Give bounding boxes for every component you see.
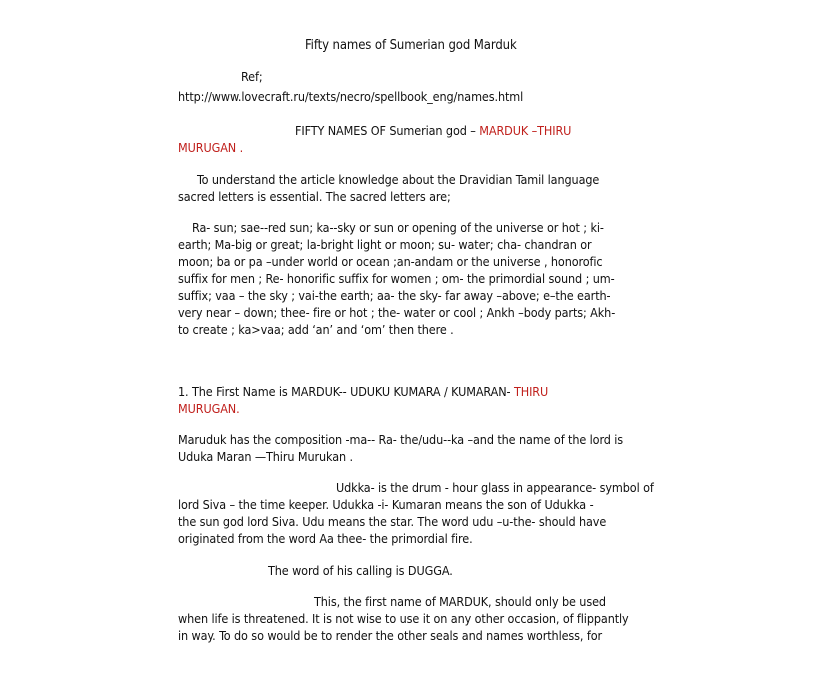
- section1-para2-line-1: Udkka- is the drum - hour glass in appearance- symbol of: [336, 480, 654, 495]
- ref-url[interactable]: http://www.lovecraft.ru/texts/necro/spellbook_eng/names.html: [178, 89, 524, 104]
- section1-para3-line-3: in way. To do so would be to render the other seals and names worthless, for: [178, 628, 603, 643]
- section1-heading-red-1: THIRU: [513, 384, 549, 399]
- section1-para2-line-3: the sun god lord Siva. Udu means the star. The word udu –u-the- should have: [178, 514, 607, 529]
- letters-line-7: to create ; ka>vaa; add ‘an’ and ‘om’ then there .: [178, 322, 454, 337]
- section1-calling: The word of his calling is DUGGA.: [268, 563, 453, 578]
- section1-para2-line-2: lord Siva – the time keeper. Udukka -i- Kumaran means the son of Udukka -: [178, 497, 594, 512]
- intro-line-2: sacred letters is essential. The sacred letters are;: [178, 189, 451, 204]
- letters-line-6: very near – down; thee- fire or hot ; the- water or cool ; Ankh –body parts; Akh-: [178, 305, 616, 320]
- ref-label: Ref;: [241, 69, 263, 84]
- heading-line-1: [295, 122, 571, 139]
- intro-line-1: To understand the article knowledge about the Dravidian Tamil language: [197, 172, 600, 187]
- heading-red-1: MARDUK –THIRU: [479, 123, 572, 138]
- section1-para1-line-1: Maruduk has the composition -ma-- Ra- the/udu--ka –and the name of the lord is: [178, 432, 624, 447]
- letters-line-2: earth; Ma-big or great; la-bright light or moon; su- water; cha- chandran or: [178, 237, 592, 252]
- letters-line-5: suffix; vaa – the sky ; vai-the earth; aa- the sky- far away –above; e–the earth-: [178, 288, 611, 303]
- section1-heading-red-2: MURUGAN.: [178, 401, 240, 416]
- letters-line-1: Ra- sun; sae--red sun; ka--sky or sun or opening of the universe or hot ; ki-: [192, 220, 604, 235]
- letters-line-3: moon; ba or pa –under world or ocean ;an-andam or the universe , honorofic: [178, 254, 603, 269]
- section1-para2-line-4: originated from the word Aa thee- the primordial fire.: [178, 531, 473, 546]
- section1-para3-line-2: when life is threatened. It is not wise to use it on any other occasion, of flippantly: [178, 611, 629, 626]
- heading-red-2: MURUGAN .: [178, 140, 244, 155]
- section1-heading-line-1: [178, 383, 548, 400]
- document-title: Fifty names of Sumerian god Marduk: [305, 38, 517, 53]
- section1-para1-line-2: Uduka Maran —Thiru Murukan .: [178, 449, 353, 464]
- letters-line-4: suffix for men ; Re- honorific suffix for women ; om- the primordial sound ; um-: [178, 271, 615, 286]
- section1-heading-black: 1. The First Name is MARDUK-- UDUKU KUMARA / KUMARAN-: [178, 384, 514, 399]
- section1-para3-line-1: This, the first name of MARDUK, should only be used: [314, 594, 606, 609]
- heading-black: FIFTY NAMES OF Sumerian god –: [295, 123, 480, 138]
